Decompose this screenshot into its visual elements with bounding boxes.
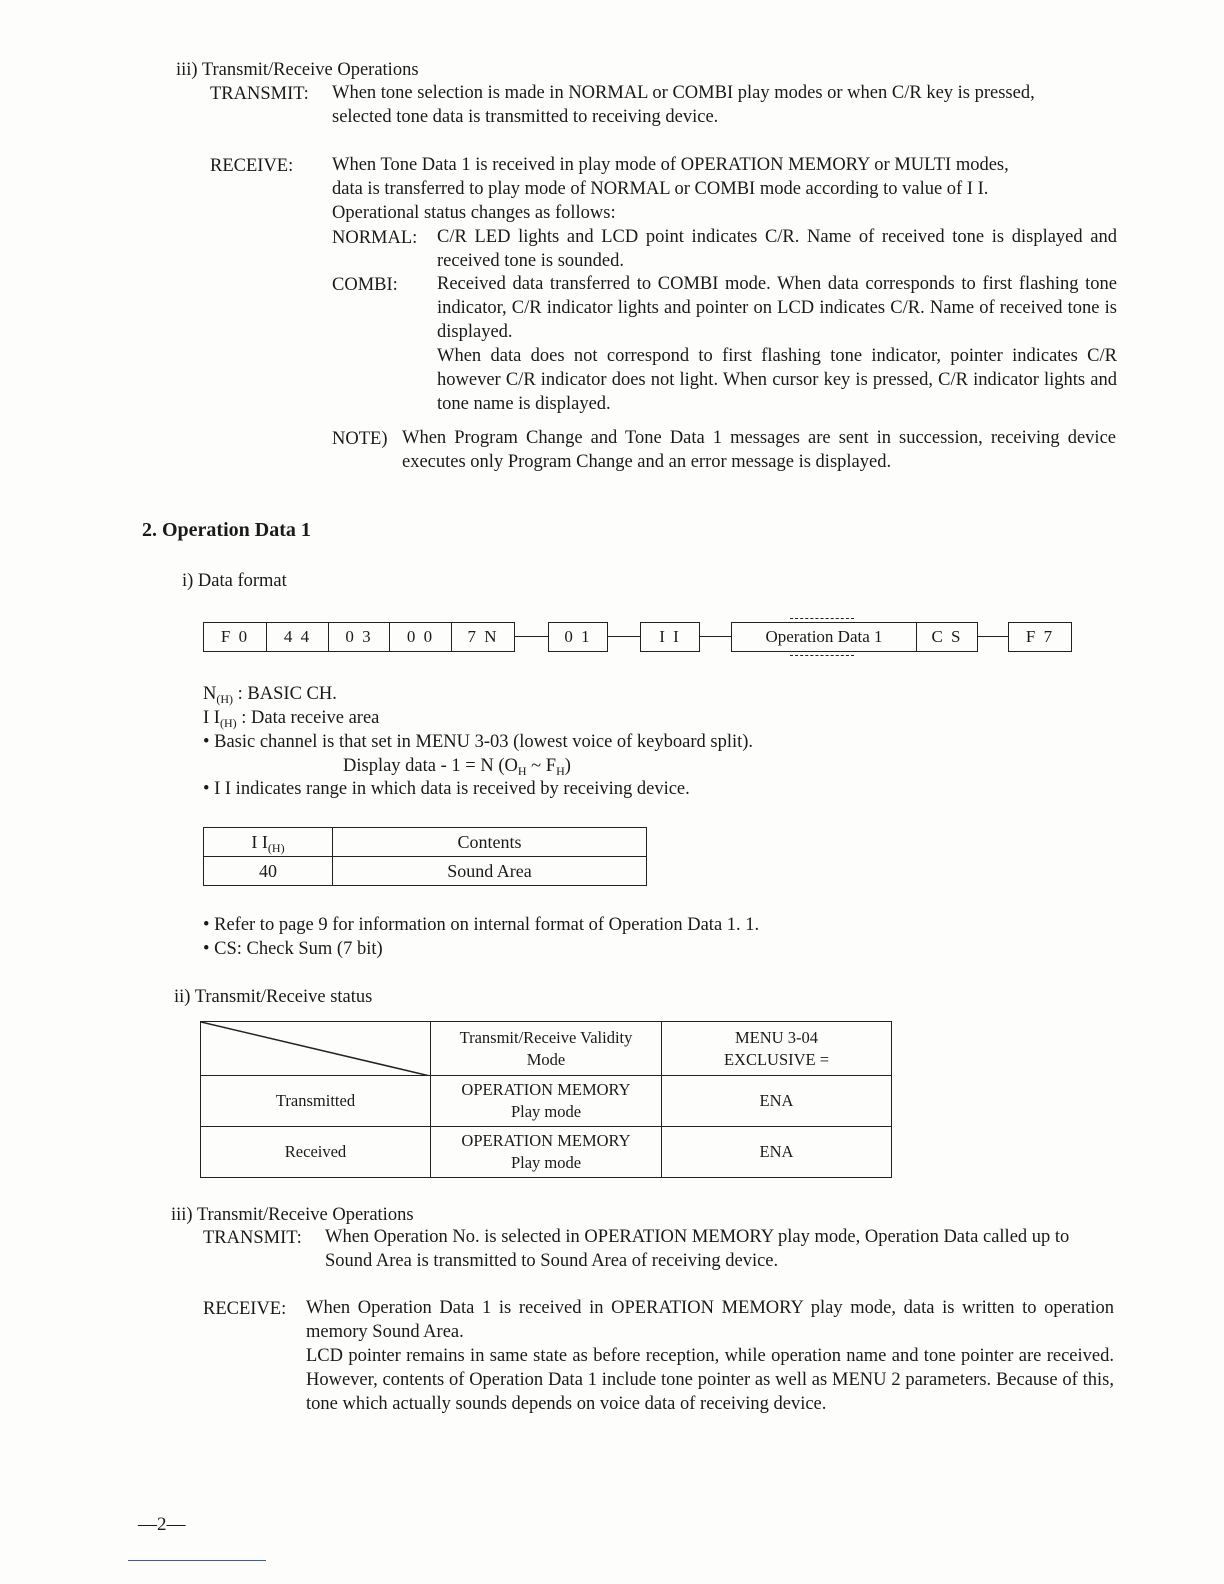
table-cell: ENA [662,1076,892,1127]
byte-box: C S [916,622,978,652]
diagonal-line [201,1022,430,1076]
n-definition: $N_{(H)}$ : BASIC CH. [203,684,337,706]
bottom-rule [128,1560,266,1561]
n-definition-text: : BASIC CH. [237,684,337,704]
table-cell: Transmitted [201,1076,431,1127]
transmit-text: When Operation No. is selected in OPERATION MEMORY play mode, Operation Data called up to Sound Area is transmitted to Sound Area of receiving device. [325,1227,1070,1271]
normal-label: NORMAL: [332,228,418,248]
connector-line [978,636,1008,637]
bullet-checksum: • CS: Check Sum (7 bit) [203,939,383,959]
table-cell: Received [201,1127,431,1178]
text-line: Operational status changes as follows: [332,203,616,223]
transmit-text [332,81,1122,129]
text-line: When Tone Data 1 is received in play mode of OPERATION MEMORY or MULTI modes, [332,155,1009,175]
dashed-mark [790,618,854,619]
page-number: —2— [138,1514,186,1535]
table-header-row [204,828,647,857]
table-cell: ENA [662,1127,892,1178]
header-line: MENU 3-04 [735,1027,818,1047]
header-line: Transmit/Receive Validity [459,1027,633,1047]
ii-definition: I $I_{(H)}$ : Data receive area [203,708,380,730]
byte-box: F 0 [203,622,267,652]
receive-label: RECEIVE: [210,156,294,176]
table-header-cell: Contents [333,828,647,857]
text-line: When tone selection is made in NORMAL or COMBI play modes or when C/R key is pressed, [332,83,1035,103]
connector-line [700,636,731,637]
display-data-text: Display data - 1 = N (O [343,756,518,776]
text-block: LCD pointer remains in same state as before reception, while operation name and tone pointer are received. However, contents of Operation Data 1 include tone pointer as well as MENU 2 parameters. Because of this, tone which actually sounds depends on voice data of receiving device. [306,1346,1114,1414]
ops-heading: iii) Transmit/Receive Operations [171,1205,414,1225]
diagonal-header-cell [201,1022,431,1076]
table-cell [431,1076,662,1127]
cell-line: OPERATION MEMORY [461,1080,631,1099]
byte-box: 7 N [451,622,515,652]
note-label: NOTE) [332,429,388,449]
combi-text [437,272,1117,416]
cell-line: Play mode [510,1153,582,1172]
receive-text [332,153,1122,225]
section-title: 2. Operation Data 1 [142,519,311,541]
byte-box: 4 4 [266,622,329,652]
dashed-mark [790,655,854,656]
section-heading: iii) Transmit/Receive Operations [176,60,419,80]
receive-text [306,1296,1114,1416]
display-data-formula: Display data - 1 = N ($O_H$ ~ $F_H$) [343,756,571,778]
header-line: EXCLUSIVE = [723,1049,830,1069]
table-row [204,857,647,886]
text-line: data is transferred to play mode of NORMAL or COMBI mode according to value of I I. [332,179,989,199]
table-header-row [201,1022,892,1076]
connector-line [515,636,548,637]
transmit-label: TRANSMIT: [210,84,309,104]
bullet-ii-range: • I I indicates range in which data is received by receiving device. [203,779,690,799]
cell-line: OPERATION MEMORY [461,1131,631,1150]
combi-label: COMBI: [332,275,398,295]
text-block: When Operation Data 1 is received in OPERATION MEMORY play mode, data is written to operation memory Sound Area. [306,1298,1114,1342]
table-header-cell: I $I_{(H)}$ [204,828,333,857]
normal-text: C/R LED lights and LCD point indicates C/R. Name of received tone is displayed and received tone is sounded. [437,227,1117,271]
table-cell: Sound Area [333,857,647,886]
status-table [200,1021,892,1178]
table-header-cell [431,1022,662,1076]
table-row [201,1076,892,1127]
connector-line [608,636,640,637]
text-block: Received data transferred to COMBI mode. When data corresponds to first flashing tone indicator, C/R indicator lights and pointer on LCD indicates C/R. Name of received tone is displayed. [437,274,1117,342]
receive-label: RECEIVE: [203,1299,287,1319]
transmit-label: TRANSMIT: [203,1228,302,1248]
table-row [201,1127,892,1178]
byte-box: F 7 [1008,622,1072,652]
table-cell [431,1127,662,1178]
header-line: Mode [526,1049,566,1069]
bullet-refer: • Refer to page 9 for information on internal format of Operation Data 1. 1. [203,915,760,935]
byte-box: I I [640,622,700,652]
note-text: When Program Change and Tone Data 1 messages are sent in succession, receiving device executes only Program Change and an error message is displayed. [402,428,1116,472]
byte-box: 0 0 [389,622,452,652]
ii-definition-text: : Data receive area [241,708,380,728]
table-cell: 40 [204,857,333,886]
data-format-heading: i) Data format [182,571,287,591]
text-block: When data does not correspond to first flashing tone indicator, pointer indicates C/R however C/R indicator does not light. When cursor key is pressed, C/R indicator lights and tone name is displayed. [437,346,1117,414]
ii-table [203,827,647,886]
status-heading: ii) Transmit/Receive status [174,987,373,1007]
byte-box: 0 1 [548,622,608,652]
byte-box: Operation Data 1 [731,622,917,652]
header-text: I I [251,831,268,852]
text-line: selected tone data is transmitted to receiving device. [332,107,719,127]
bullet-basic-channel: • Basic channel is that set in MENU 3-03 (lowest voice of keyboard split). [203,732,754,752]
table-header-cell [662,1022,892,1076]
cell-line: Play mode [510,1102,582,1121]
byte-box: 0 3 [328,622,390,652]
